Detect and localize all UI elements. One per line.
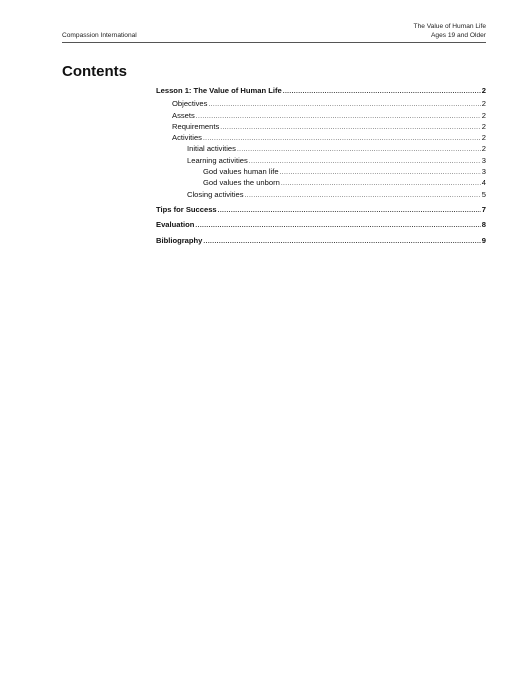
header-divider (62, 42, 486, 43)
toc-leader-dots (203, 134, 481, 144)
toc-leader-dots (245, 191, 481, 201)
toc-entry-label: Objectives (172, 99, 208, 109)
toc-entry-page: 2 (481, 144, 486, 154)
toc-leader-dots (218, 206, 481, 216)
toc-entry-page: 5 (481, 189, 486, 199)
toc-entry-god-values-the-unborn[interactable] (156, 178, 486, 189)
toc-entry-page: 2 (481, 99, 486, 109)
toc-entry-learning-activities[interactable] (156, 156, 486, 167)
header-age-range: Ages 19 and Older (431, 31, 486, 39)
toc-entry-label: Evaluation (156, 220, 195, 230)
toc-entry-page: 2 (481, 86, 486, 95)
toc-entry-label: Bibliography (156, 235, 203, 245)
toc-entry-page: 9 (481, 235, 486, 245)
toc-entry-god-values-human-life[interactable] (156, 167, 486, 178)
toc-entry-objectives[interactable] (156, 99, 486, 110)
toc-entry-initial-activities[interactable] (156, 144, 486, 155)
toc-entry-page: 3 (481, 155, 486, 165)
toc-entry-page: 2 (481, 110, 486, 120)
toc-leader-dots (196, 112, 481, 122)
header-title-block (414, 23, 486, 40)
toc-entry-bibliography[interactable] (156, 236, 486, 247)
toc-entry-label: Initial activities (187, 144, 236, 154)
toc-entry-label: Assets (172, 110, 195, 120)
toc-entry-evaluation[interactable] (156, 220, 486, 231)
header-organization: Compassion International (62, 32, 137, 39)
toc-entry-page: 3 (481, 167, 486, 177)
table-of-contents (156, 86, 486, 247)
toc-leader-dots (203, 237, 480, 247)
toc-entry-page: 2 (481, 133, 486, 143)
toc-entry-label: Activities (172, 133, 202, 143)
toc-entry-requirements[interactable] (156, 122, 486, 133)
toc-leader-dots (280, 168, 481, 178)
toc-entry-label: Learning activities (187, 155, 248, 165)
toc-leader-dots (208, 100, 480, 110)
toc-leader-dots (283, 87, 481, 97)
toc-entry-page: 7 (481, 204, 486, 214)
toc-leader-dots (220, 123, 480, 133)
header-lesson-title: The Value of Human Life (413, 23, 486, 30)
toc-entry-label: Closing activities (187, 189, 244, 199)
toc-entry-activities[interactable] (156, 133, 486, 144)
toc-entry-page: 4 (481, 178, 486, 188)
toc-leader-dots (237, 145, 481, 155)
toc-leader-dots (249, 157, 481, 167)
toc-leader-dots (281, 179, 481, 189)
toc-entry-lesson-1[interactable] (156, 86, 486, 97)
toc-leader-dots (195, 221, 480, 231)
toc-entry-page: 2 (481, 121, 486, 131)
toc-entry-label: Lesson 1: The Value of Human Life (156, 86, 282, 95)
toc-entry-tips-for-success[interactable] (156, 205, 486, 216)
toc-entry-label: God values human life (203, 167, 279, 177)
toc-entry-closing-activities[interactable] (156, 190, 486, 201)
toc-entry-label: God values the unborn (203, 178, 280, 188)
toc-entry-assets[interactable] (156, 111, 486, 122)
contents-heading: Contents (62, 63, 127, 80)
toc-entry-label: Requirements (172, 121, 220, 131)
toc-entry-page: 8 (481, 220, 486, 230)
toc-entry-label: Tips for Success (156, 204, 217, 214)
